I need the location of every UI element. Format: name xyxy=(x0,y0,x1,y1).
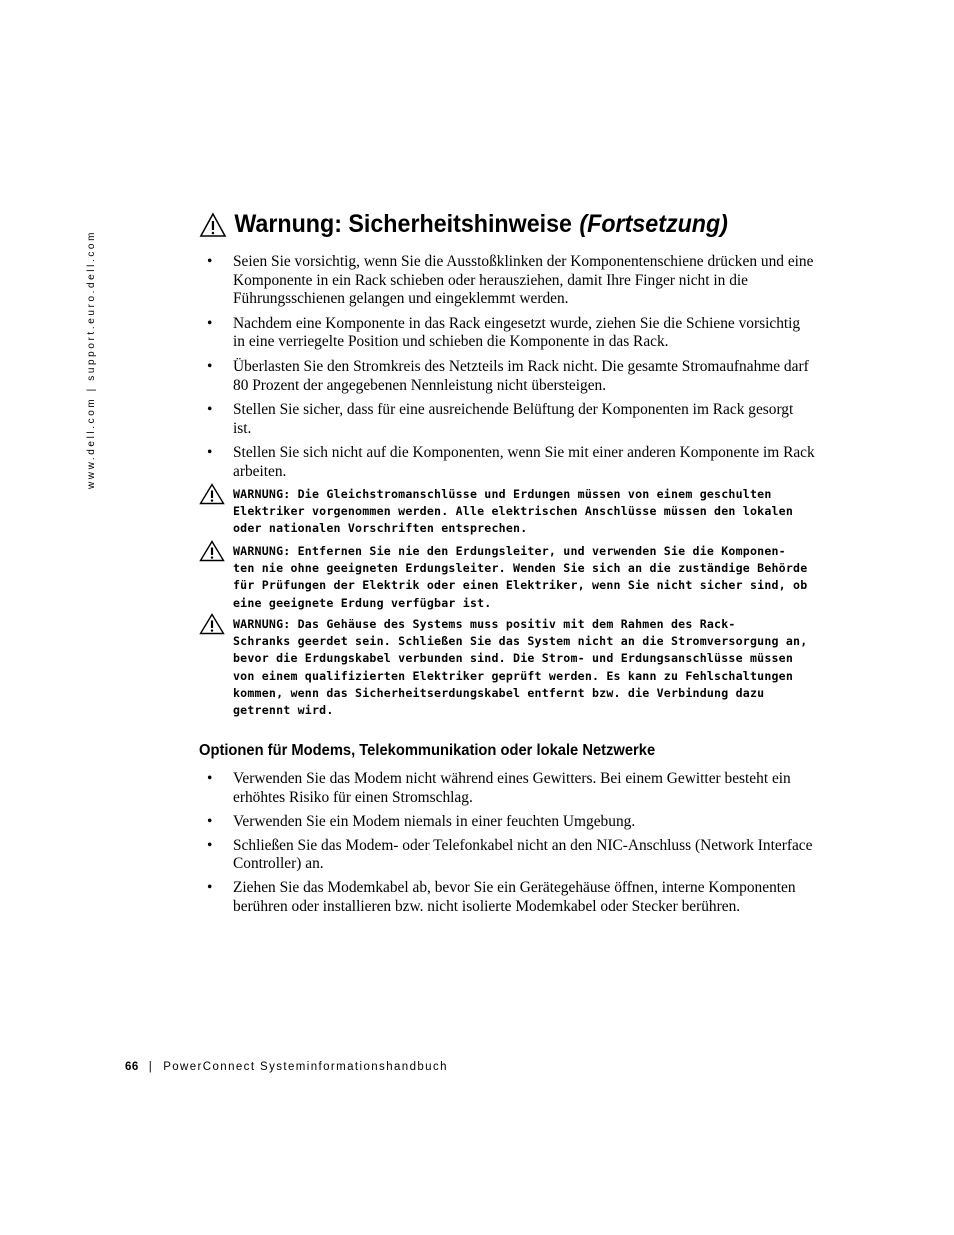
bullet-marker: • xyxy=(207,357,213,375)
warning-line: kommen, wenn das Sicherheitserdungskabel entfernt bzw. die Verbindung dazu xyxy=(233,685,765,700)
warning-text xyxy=(233,486,819,538)
list-item-text: Schließen Sie das Modem- oder Telefonkabel nicht an den NIC-Anschluss (Network Interface Controller) an. xyxy=(233,836,813,873)
bullet-marker: • xyxy=(207,401,213,419)
footer-separator: | xyxy=(148,1061,154,1073)
book-title: PowerConnect Systeminformationshandbuch xyxy=(163,1061,448,1073)
warning-line: Schranks geerdet sein. Schließen Sie das System nicht an die Stromversorgung an, xyxy=(233,634,808,649)
sidebar-url xyxy=(85,222,99,497)
warning-line: WARNUNG: Die Gleichstromanschlüsse und Erdungen müssen von einem geschulten xyxy=(233,487,772,501)
warning-line: WARNUNG: Das Gehäuse des Systems muss positiv mit dem Rahmen des Rack- xyxy=(233,617,736,631)
list-item xyxy=(205,444,815,481)
list-item xyxy=(205,879,815,916)
warning-triangle-icon xyxy=(199,212,227,238)
warning-block xyxy=(199,616,819,719)
list-item xyxy=(205,401,815,438)
list-item-text: Verwenden Sie ein Modem niemals in einer feuchten Umgebung. xyxy=(233,812,636,830)
warning-line: Elektriker vorgenommen werden. Alle elektrischen Anschlüsse müssen den lokalen xyxy=(233,504,794,519)
list-item xyxy=(205,315,815,352)
bullet-marker: • xyxy=(207,314,213,332)
list-item-text: Nachdem eine Komponente in das Rack eingesetzt wurde, ziehen Sie die Schiene vorsichtig in eine verriegelte Position und schieben die Komponente in das Rack. xyxy=(233,314,801,351)
bullet-marker: • xyxy=(207,253,213,270)
list-item xyxy=(205,253,815,309)
warning-triangle-icon xyxy=(199,483,225,505)
bullet-marker: • xyxy=(207,444,213,462)
list-item xyxy=(205,837,815,874)
list-item xyxy=(205,813,815,832)
warning-block xyxy=(199,543,819,612)
warning-text xyxy=(233,616,819,719)
list-item xyxy=(205,358,815,395)
warning-triangle-icon xyxy=(199,540,225,562)
warning-line: getrennt wird. xyxy=(233,703,334,718)
list-item-text: Überlasten Sie den Stromkreis des Netzteils im Rack nicht. Die gesamte Stromaufnahme darf 80 Prozent der angegebenen Nennleistung nicht übersteigen. xyxy=(233,357,809,394)
warning-text xyxy=(233,543,819,612)
list-item-text: Verwenden Sie das Modem nicht während eines Gewitters. Bei einem Gewitter besteht ein erhöhtes Risiko für einen Stromschlag. xyxy=(233,770,791,806)
bullet-marker: • xyxy=(207,812,213,830)
page-title-suffix: (Fortsetzung) xyxy=(579,210,728,238)
modem-safety-list xyxy=(205,770,815,922)
list-item-text: Stellen Sie sich nicht auf die Komponenten, wenn Sie mit einer anderen Komponente im Rack arbeiten. xyxy=(233,444,815,480)
list-item-text: Ziehen Sie das Modemkabel ab, bevor Sie ein Gerätegehäuse öffnen, interne Komponenten berühren oder installieren bzw. nicht isolierte Modemkabel oder Stecker berühren. xyxy=(233,879,796,916)
warning-line: bevor die Erdungskabel verbunden sind. Die Strom- und Erdungsanschlüsse müssen xyxy=(233,651,794,666)
bullet-marker: • xyxy=(207,836,213,854)
list-item xyxy=(205,770,815,807)
warning-triangle-icon xyxy=(199,613,225,635)
list-item-text: Stellen Sie sicher, dass für eine ausreichende Belüftung der Komponenten im Rack gesorgt ist. xyxy=(233,401,794,437)
section-heading: Optionen für Modems, Telekommunikation oder lokale Netzwerke xyxy=(199,742,656,759)
page-title-main: Warnung: Sicherheitshinweise xyxy=(234,210,572,238)
sidebar-url-text: www.dell.com | support.euro.dell.com xyxy=(86,229,98,490)
rack-safety-list xyxy=(205,253,815,488)
warning-line: WARNUNG: Entfernen Sie nie den Erdungsleiter, und verwenden Sie die Komponen- xyxy=(233,544,786,558)
bullet-marker: • xyxy=(207,770,213,787)
warning-line: von einem qualifizierten Elektriker geprüft werden. Es kann zu Fehlschaltungen xyxy=(233,668,794,683)
bullet-marker: • xyxy=(207,879,213,897)
page-title xyxy=(199,210,728,239)
warning-block xyxy=(199,486,819,538)
list-item-text: Seien Sie vorsichtig, wenn Sie die Ausstoßklinken der Komponentenschiene drücken und eine Komponente in ein Rack schieben oder herausziehen, damit Ihre Finger nicht in die Führungsschienen gelangen und eingeklemmt werden. xyxy=(233,253,814,308)
warning-line: oder nationalen Vorschriften entsprechen. xyxy=(233,521,528,536)
page-number: 66 xyxy=(125,1061,139,1073)
page-footer xyxy=(125,1061,448,1073)
warning-line: ten nie ohne geeigneten Erdungsleiter. Wenden Sie sich an die zuständige Behörde xyxy=(233,561,808,576)
warning-line: für Prüfungen der Elektrik oder einen Elektriker, wenn Sie nicht sicher sind, ob xyxy=(233,578,808,593)
warning-line: eine geeignete Erdung verfügbar ist. xyxy=(233,595,492,610)
